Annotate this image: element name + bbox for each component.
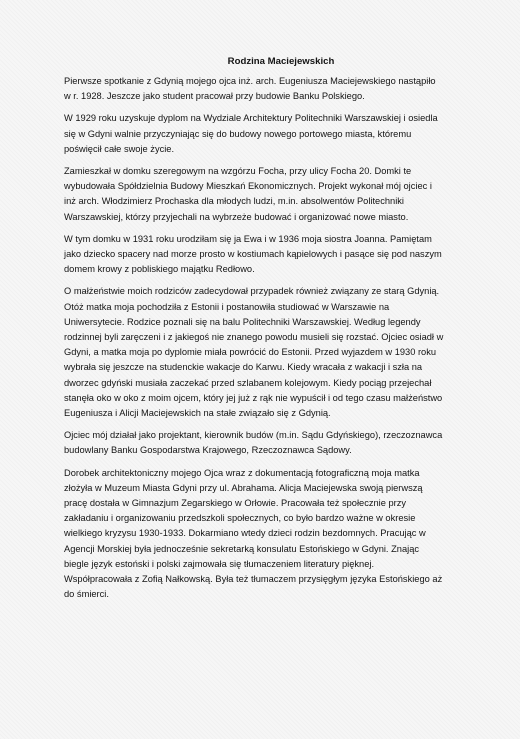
- paragraph-line: budowlany Banku Gospodarstwa Krajowego, Rzeczoznawca Sądowy.: [64, 445, 352, 456]
- paragraph-line: Gdyni, a matka moja po dyplomie miała powrócić do Estonii. Przed wyjazdem w 1930 roku: [64, 347, 437, 358]
- paragraph-line: złożyła w Muzeum Miasta Gdyni przy ul. Abrahama. Alicja Maciejewska swoją pierwszą: [64, 482, 423, 493]
- paragraph-line: W tym domku w 1931 roku urodziłam się ja Ewa i w 1936 moja siostra Joanna. Pamiętam: [64, 233, 432, 244]
- paragraph-line: poświęcił całe swoje życie.: [64, 143, 175, 154]
- paragraph-line: Eugeniusza i Alicji Maciejewskich na stałe związało się z Gdynią.: [64, 408, 331, 419]
- paragraph-line: inż arch. Włodzimierz Prochaska dla młodych ludzi, m.in. absolwentów Politechniki: [64, 196, 404, 207]
- paragraph-1: [64, 74, 490, 104]
- paragraph-line: dworzec gdyński musiała zaczekać przed szlabanem kolejowym. Kiedy pociąg przejechał: [64, 377, 432, 388]
- paragraph-line: Dorobek architektoniczny mojego Ojca wraz z dokumentacją fotograficzną moja matka: [64, 467, 420, 478]
- paragraph-line: domem krowy z pobliskiego majątku Redłowo.: [64, 264, 255, 275]
- paragraph-7: [64, 466, 490, 603]
- paragraph-line: Pierwsze spotkanie z Gdynią mojego ojca inż. arch. Eugeniusza Maciejewskiego nastąpiło: [64, 76, 436, 86]
- paragraph-6: [64, 428, 490, 458]
- paragraph-3: [64, 164, 490, 225]
- paragraph-line: zakładaniu i organizowaniu przedszkoli społecznych, co było bardzo ważne w okresie: [64, 513, 416, 524]
- paragraph-line: rodzinnej byli zaręczeni i z jakiegoś nie znanego powodu musieli się rozstać. Ojciec osiadł w: [64, 332, 444, 343]
- paragraph-line: O małżeństwie moich rodziców zadecydował przypadek również związany ze starą Gdynią.: [64, 286, 440, 297]
- paragraph-line: w r. 1928. Jeszcze jako student pracował przy budowie Banku Polskiego.: [64, 91, 365, 102]
- paragraph-line: pracę dostała w Gimnazjum Zegarskiego w Orłowie. Pracowała też społecznie przy: [64, 498, 407, 509]
- paragraph-line: wybudowała Spółdzielnia Budowy Mieszkań Ekonomicznych. Projekt wykonał mój ojciec i: [64, 181, 432, 192]
- paragraph-2: [64, 111, 490, 157]
- document-body: [64, 74, 490, 603]
- paragraph-line: biegle język estoński i polski zajmowała się tłumaczeniem literatury pięknej.: [64, 558, 375, 569]
- paragraph-line: się w Gdyni walnie przyczyniając się do budowy nowego portowego miasta, któremu: [64, 128, 412, 139]
- paragraph-line: Warszawskiej, którzy przyjechali na wybrzeże budować i organizować nowe miasto.: [64, 211, 409, 222]
- paragraph-line: wybrała się jeszcze na studenckie wakacje do Karwu. Kiedy wracała z wakacji i szła na: [64, 362, 423, 373]
- paragraph-line: stanęła oko w oko z moim ojcem, który jej już z rąk nie wypuścił i od tego czasu małżeństwo: [64, 392, 443, 403]
- paragraph-line: wielkiego kryzysu 1930-1933. Dokarmiano wtedy dzieci rodzin bezdomnych. Pracując w: [64, 528, 426, 539]
- paragraph-line: Ojciec mój działał jako projektant, kierownik budów (m.in. Sądu Gdyńskiego), rzeczoznawca: [64, 430, 443, 441]
- paragraph-line: Współpracowała z Zofią Nałkowską. Była też tłumaczem przysięgłym języka Estońskiego aż: [64, 574, 443, 585]
- paragraph-4: [64, 232, 490, 278]
- paragraph-line: Zamieszkał w domku szeregowym na wzgórzu Focha, przy ulicy Focha 20. Domki te: [64, 166, 412, 177]
- paragraph-line: jako dziecko spacery nad morze prosto w kostiumach kąpielowych i pasące się pod naszym: [64, 249, 442, 260]
- paragraph-line: Otóż matka moja pochodziła z Estonii i postanowiła studiować w Warszawie na: [64, 301, 390, 312]
- paragraph-line: W 1929 roku uzyskuje dyplom na Wydziale Architektury Politechniki Warszawskiej i osiedla: [64, 113, 438, 124]
- paragraph-5: [64, 284, 490, 421]
- paragraph-line: do śmierci.: [64, 589, 109, 600]
- paragraph-line: Uniwersytecie. Rodzice poznali się na balu Politechniki Warszawskiej. Według legendy: [64, 316, 421, 327]
- paragraph-line: Agencji Morskiej była jednocześnie sekretarką konsulatu Estońskiego w Gdyni. Znając: [64, 543, 420, 554]
- document-title: Rodzina Maciejewskich: [227, 56, 335, 67]
